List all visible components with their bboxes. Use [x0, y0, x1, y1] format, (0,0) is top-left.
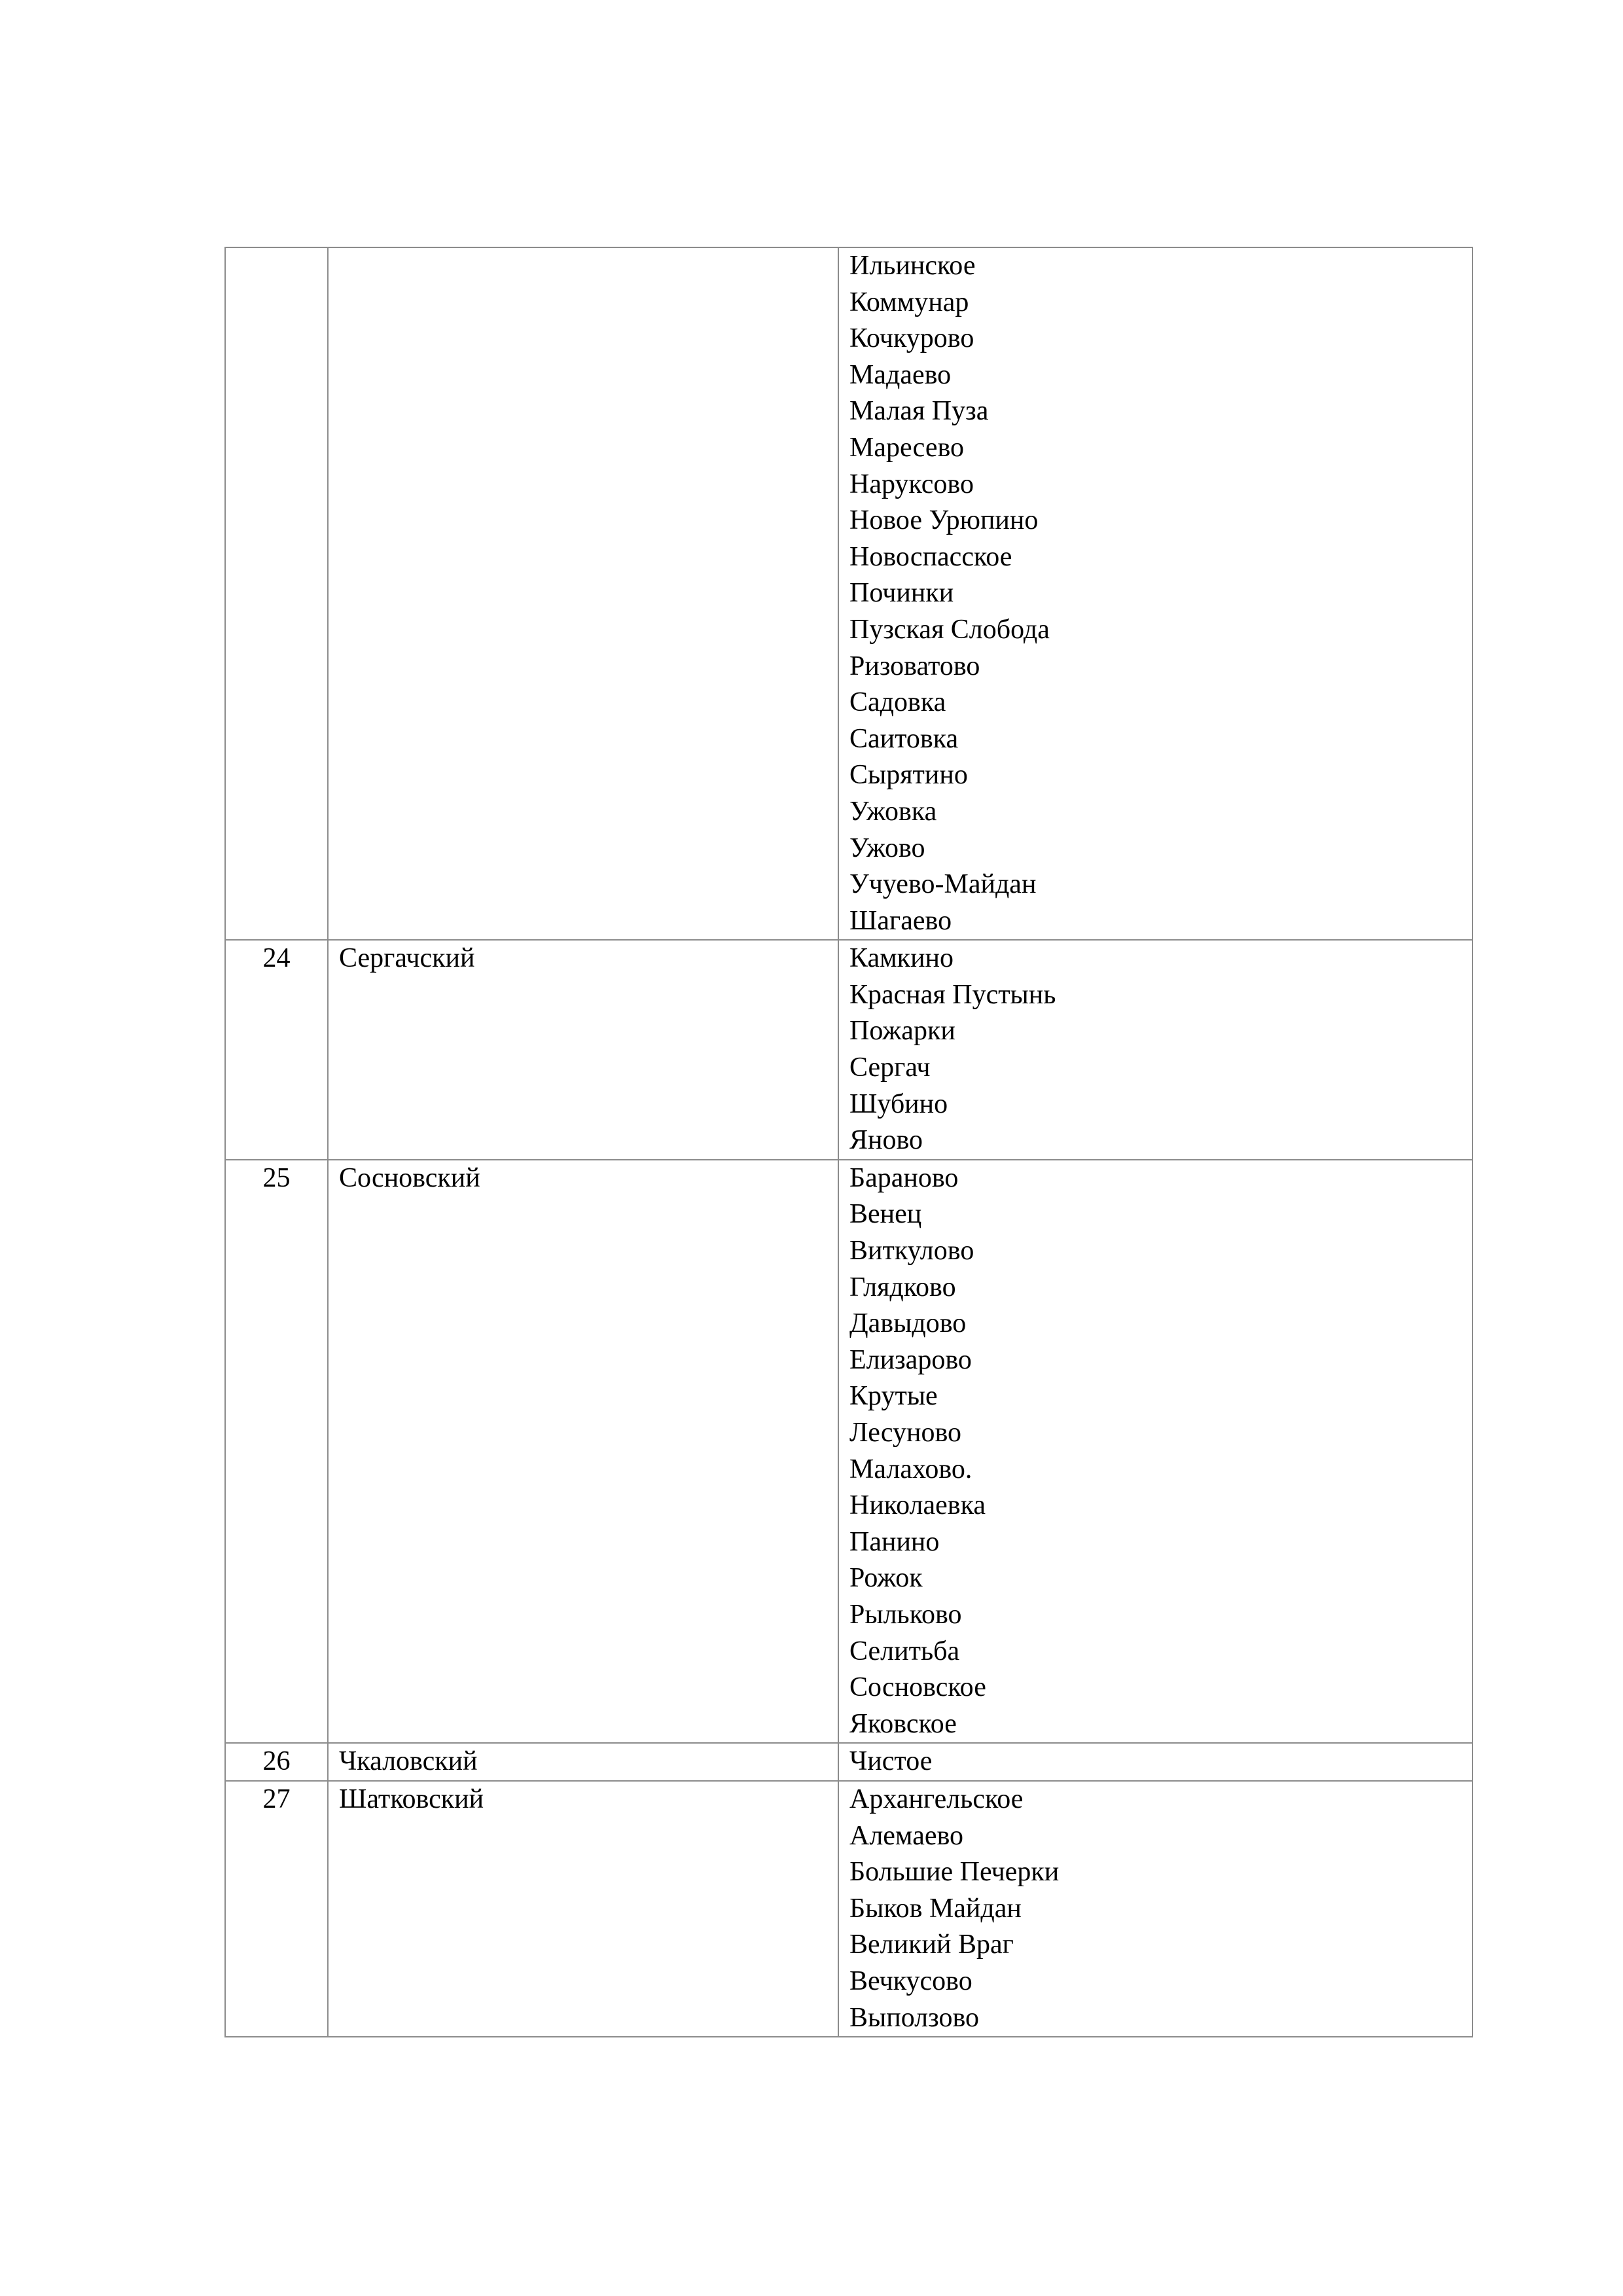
- table-row: [225, 940, 1472, 1160]
- settlement-name: Сырятино: [849, 760, 968, 791]
- settlement-name: Ильинское: [849, 251, 976, 281]
- settlement-name: Кочкурово: [849, 323, 974, 354]
- settlement-name: Учуево-Майдан: [849, 869, 1037, 900]
- settlement-name: Новоспасское: [849, 541, 1012, 572]
- settlement-name: Рыльково: [849, 1599, 962, 1630]
- settlement-name: Камкино: [849, 943, 954, 974]
- row-number-cell: [225, 1743, 328, 1781]
- settlement-name: Чистое: [849, 1746, 933, 1777]
- settlement-list: [849, 941, 1472, 1159]
- settlement-name: Николаевка: [849, 1490, 986, 1521]
- row-number-cell: [225, 247, 328, 940]
- settlement-name: Шагаево: [849, 905, 952, 936]
- row-number-cell: [225, 1781, 328, 2037]
- row-number: 25: [262, 1162, 291, 1193]
- table-row: [225, 247, 1472, 940]
- district-cell: [328, 940, 838, 1160]
- settlement-list: [849, 1782, 1472, 2036]
- settlement-name: Ризоватово: [849, 651, 980, 681]
- settlement-name: Великий Враг: [849, 1929, 1014, 1960]
- settlements-table: [224, 247, 1473, 2037]
- settlement-list: [849, 1744, 1472, 1780]
- district-cell: [328, 247, 838, 940]
- settlement-list: [849, 248, 1472, 939]
- settlement-name: Яковское: [849, 1708, 957, 1739]
- settlement-name: Наруксово: [849, 469, 974, 499]
- settlement-name: Мадаево: [849, 359, 952, 390]
- table-row: [225, 1160, 1472, 1744]
- settlement-name: Шубино: [849, 1088, 948, 1119]
- settlements-cell: [838, 1743, 1472, 1781]
- district-cell: [328, 1160, 838, 1744]
- settlement-name: Панино: [849, 1526, 940, 1557]
- settlement-name: Виткулово: [849, 1236, 974, 1266]
- settlement-name: Сосновское: [849, 1672, 986, 1703]
- table-row: [225, 1743, 1472, 1781]
- settlement-name: Крутые: [849, 1381, 938, 1412]
- settlement-name: Ужово: [849, 833, 925, 863]
- row-number: 26: [262, 1746, 291, 1777]
- settlement-name: Сергач: [849, 1052, 931, 1083]
- settlement-name: Быков Майдан: [849, 1893, 1022, 1924]
- settlement-name: Вечкусово: [849, 1965, 972, 1996]
- settlements-cell: [838, 247, 1472, 940]
- settlement-name: Лесуново: [849, 1418, 961, 1448]
- settlement-name: Коммунар: [849, 287, 969, 317]
- settlement-name: Яново: [849, 1125, 923, 1156]
- settlement-list: [849, 1160, 1472, 1743]
- settlement-name: Селитьба: [849, 1636, 960, 1666]
- table-body: [225, 247, 1472, 2037]
- settlement-name: Ужовка: [849, 796, 937, 827]
- settlement-name: Малая Пуза: [849, 396, 989, 427]
- settlement-name: Глядково: [849, 1272, 956, 1302]
- settlement-name: Большие Печерки: [849, 1857, 1060, 1888]
- row-number-cell: [225, 1160, 328, 1744]
- settlements-cell: [838, 940, 1472, 1160]
- settlement-name: Рожок: [849, 1563, 923, 1594]
- settlement-name: Красная Пустынь: [849, 979, 1056, 1010]
- settlement-name: Давыдово: [849, 1308, 967, 1339]
- district-cell: [328, 1781, 838, 2037]
- settlement-name: Пожарки: [849, 1016, 955, 1047]
- row-number: 27: [262, 1784, 291, 1814]
- district-name: Шатковский: [339, 1784, 484, 1814]
- district-name: Чкаловский: [339, 1746, 478, 1777]
- settlement-name: Починки: [849, 578, 954, 609]
- settlement-name: Саитовка: [849, 723, 959, 754]
- district-name: Сосновский: [339, 1162, 480, 1193]
- settlements-cell: [838, 1160, 1472, 1744]
- settlement-name: Выползово: [849, 2002, 980, 2033]
- settlement-name: Венец: [849, 1199, 922, 1230]
- settlement-name: Пузская Слобода: [849, 614, 1050, 645]
- row-number: 24: [262, 943, 291, 974]
- settlement-name: Архангельское: [849, 1784, 1024, 1814]
- row-number-cell: [225, 940, 328, 1160]
- settlements-cell: [838, 1781, 1472, 2037]
- settlement-name: Малахово.: [849, 1454, 972, 1484]
- table-row: [225, 1781, 1472, 2037]
- settlement-name: Алемаево: [849, 1820, 964, 1851]
- district-cell: [328, 1743, 838, 1781]
- district-name: Сергачский: [339, 943, 475, 974]
- settlement-name: Елизарово: [849, 1344, 972, 1375]
- settlement-name: Садовка: [849, 687, 946, 718]
- settlement-name: Бараново: [849, 1162, 959, 1193]
- settlement-name: Новое Урюпино: [849, 505, 1039, 536]
- settlement-name: Маресево: [849, 432, 965, 463]
